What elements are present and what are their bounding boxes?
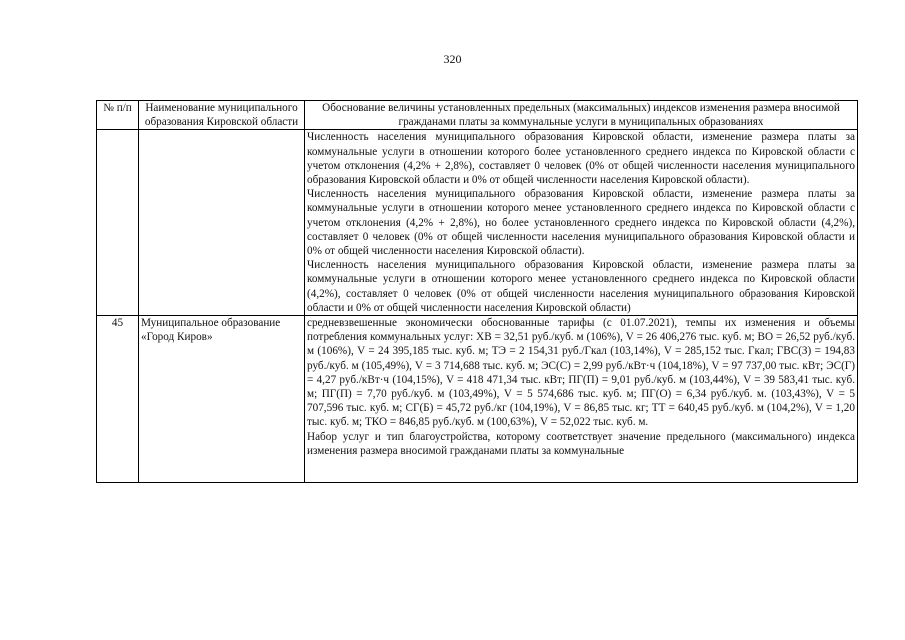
- table-row-45: [97, 316, 858, 483]
- indices-table: [96, 100, 858, 483]
- header-number: № п/п: [97, 101, 139, 130]
- municipality-name: Муниципальное образование «Город Киров»: [139, 316, 305, 483]
- row-number: 45: [97, 316, 139, 483]
- paragraph: Численность населения муниципального образования Кировской области, изменение размера платы за коммунальные услуги в отношении которого более установленного среднего индекса по Кировской области с учетом отклонения (4,2% + 2,8%), составляет 0 человек (0% от общей численности населения муниципального образования Кировской области и 0% от общей численности населения Кировской области).: [307, 131, 855, 187]
- table-header-row: [97, 101, 858, 130]
- cell-empty-number: [97, 130, 139, 316]
- header-basis: Обоснование величины установленных предельных (максимальных) индексов изменения размера вносимой гражданами платы за коммунальные услуги в муниципальных образованиях: [305, 101, 858, 130]
- header-municipality-name: Наименование муниципального образования Кировской области: [139, 101, 305, 130]
- paragraph: Набор услуг и тип благоустройства, которому соответствует значение предельного (максимального) индекса изменения размера вносимой гражданами платы за коммунальные: [307, 430, 855, 457]
- cell-tariffs-text: [305, 316, 858, 483]
- paragraph: Численность населения муниципального образования Кировской области, изменение размера платы за коммунальные услуги в отношении которого менее установленного среднего индекса по Кировской области (4,2%), составляет 0 человек (0% от общей численности населения муниципального образования Кировской области и 0% от общей численности населения Кировской области): [307, 259, 855, 314]
- paragraph: средневзвешенные экономически обоснованные тарифы (с 01.07.2021), темпы их изменения и объемы потребления коммунальных услуг: ХВ = 32,51 руб./куб. м (106%), V = 26 406,276 тыс. куб. м; ВО = 26,52 руб./куб. м (106%), V = 24 395,185 тыс. куб. м; ТЭ = 2 154,31 руб./Гкал (103,14%), V = 285,152 тыс. Гкал; ГВС(З) = 194,83 руб./куб. м (105,49%), V = 3 714,688 тыс. куб. м; ЭС(С) = 2,99 руб./кВт·ч (104,18%), V = 97 737,00 тыс. кВт; ЭС(Г) = 4,27 руб./кВт·ч (104,15%), V = 418 471,34 тыс. кВт; ПГ(П) = 9,01 руб./куб. м (103,44%), V = 39 583,41 тыс. куб. м; ПГ(П) = 7,70 руб./куб. м (103,49%), V = 5 574,686 тыс. куб. м; ПГ(О) = 6,34 руб./куб. м. (103,43%), V = 5 707,596 тыс. куб. м; СГ(Б) = 45,72 руб./кг (104,19%), V = 86,85 тыс. кг; ТТ = 640,45 руб./куб. м (104,2%), V = 1,20 тыс. куб. м; ТКО = 846,85 руб./куб. м (100,63%), V = 52,022 тыс. куб. м.: [307, 317, 855, 429]
- cell-empty-name: [139, 130, 305, 316]
- paragraph: Численность населения муниципального образования Кировской области, изменение размера платы за коммунальные услуги в отношении которого менее установленного среднего индекса по Кировской области с учетом отклонения (4,2% + 2,8%), но более установленного среднего индекса по Кировской области (4,2%), составляет 0 человек (0% от общей численности населения муниципального образования Кировской области и 0% от общей численности населения Кировской области).: [307, 188, 855, 258]
- page-number: 320: [443, 52, 462, 66]
- cell-continuation-text: [305, 130, 858, 316]
- table-row-continuation: [97, 130, 858, 316]
